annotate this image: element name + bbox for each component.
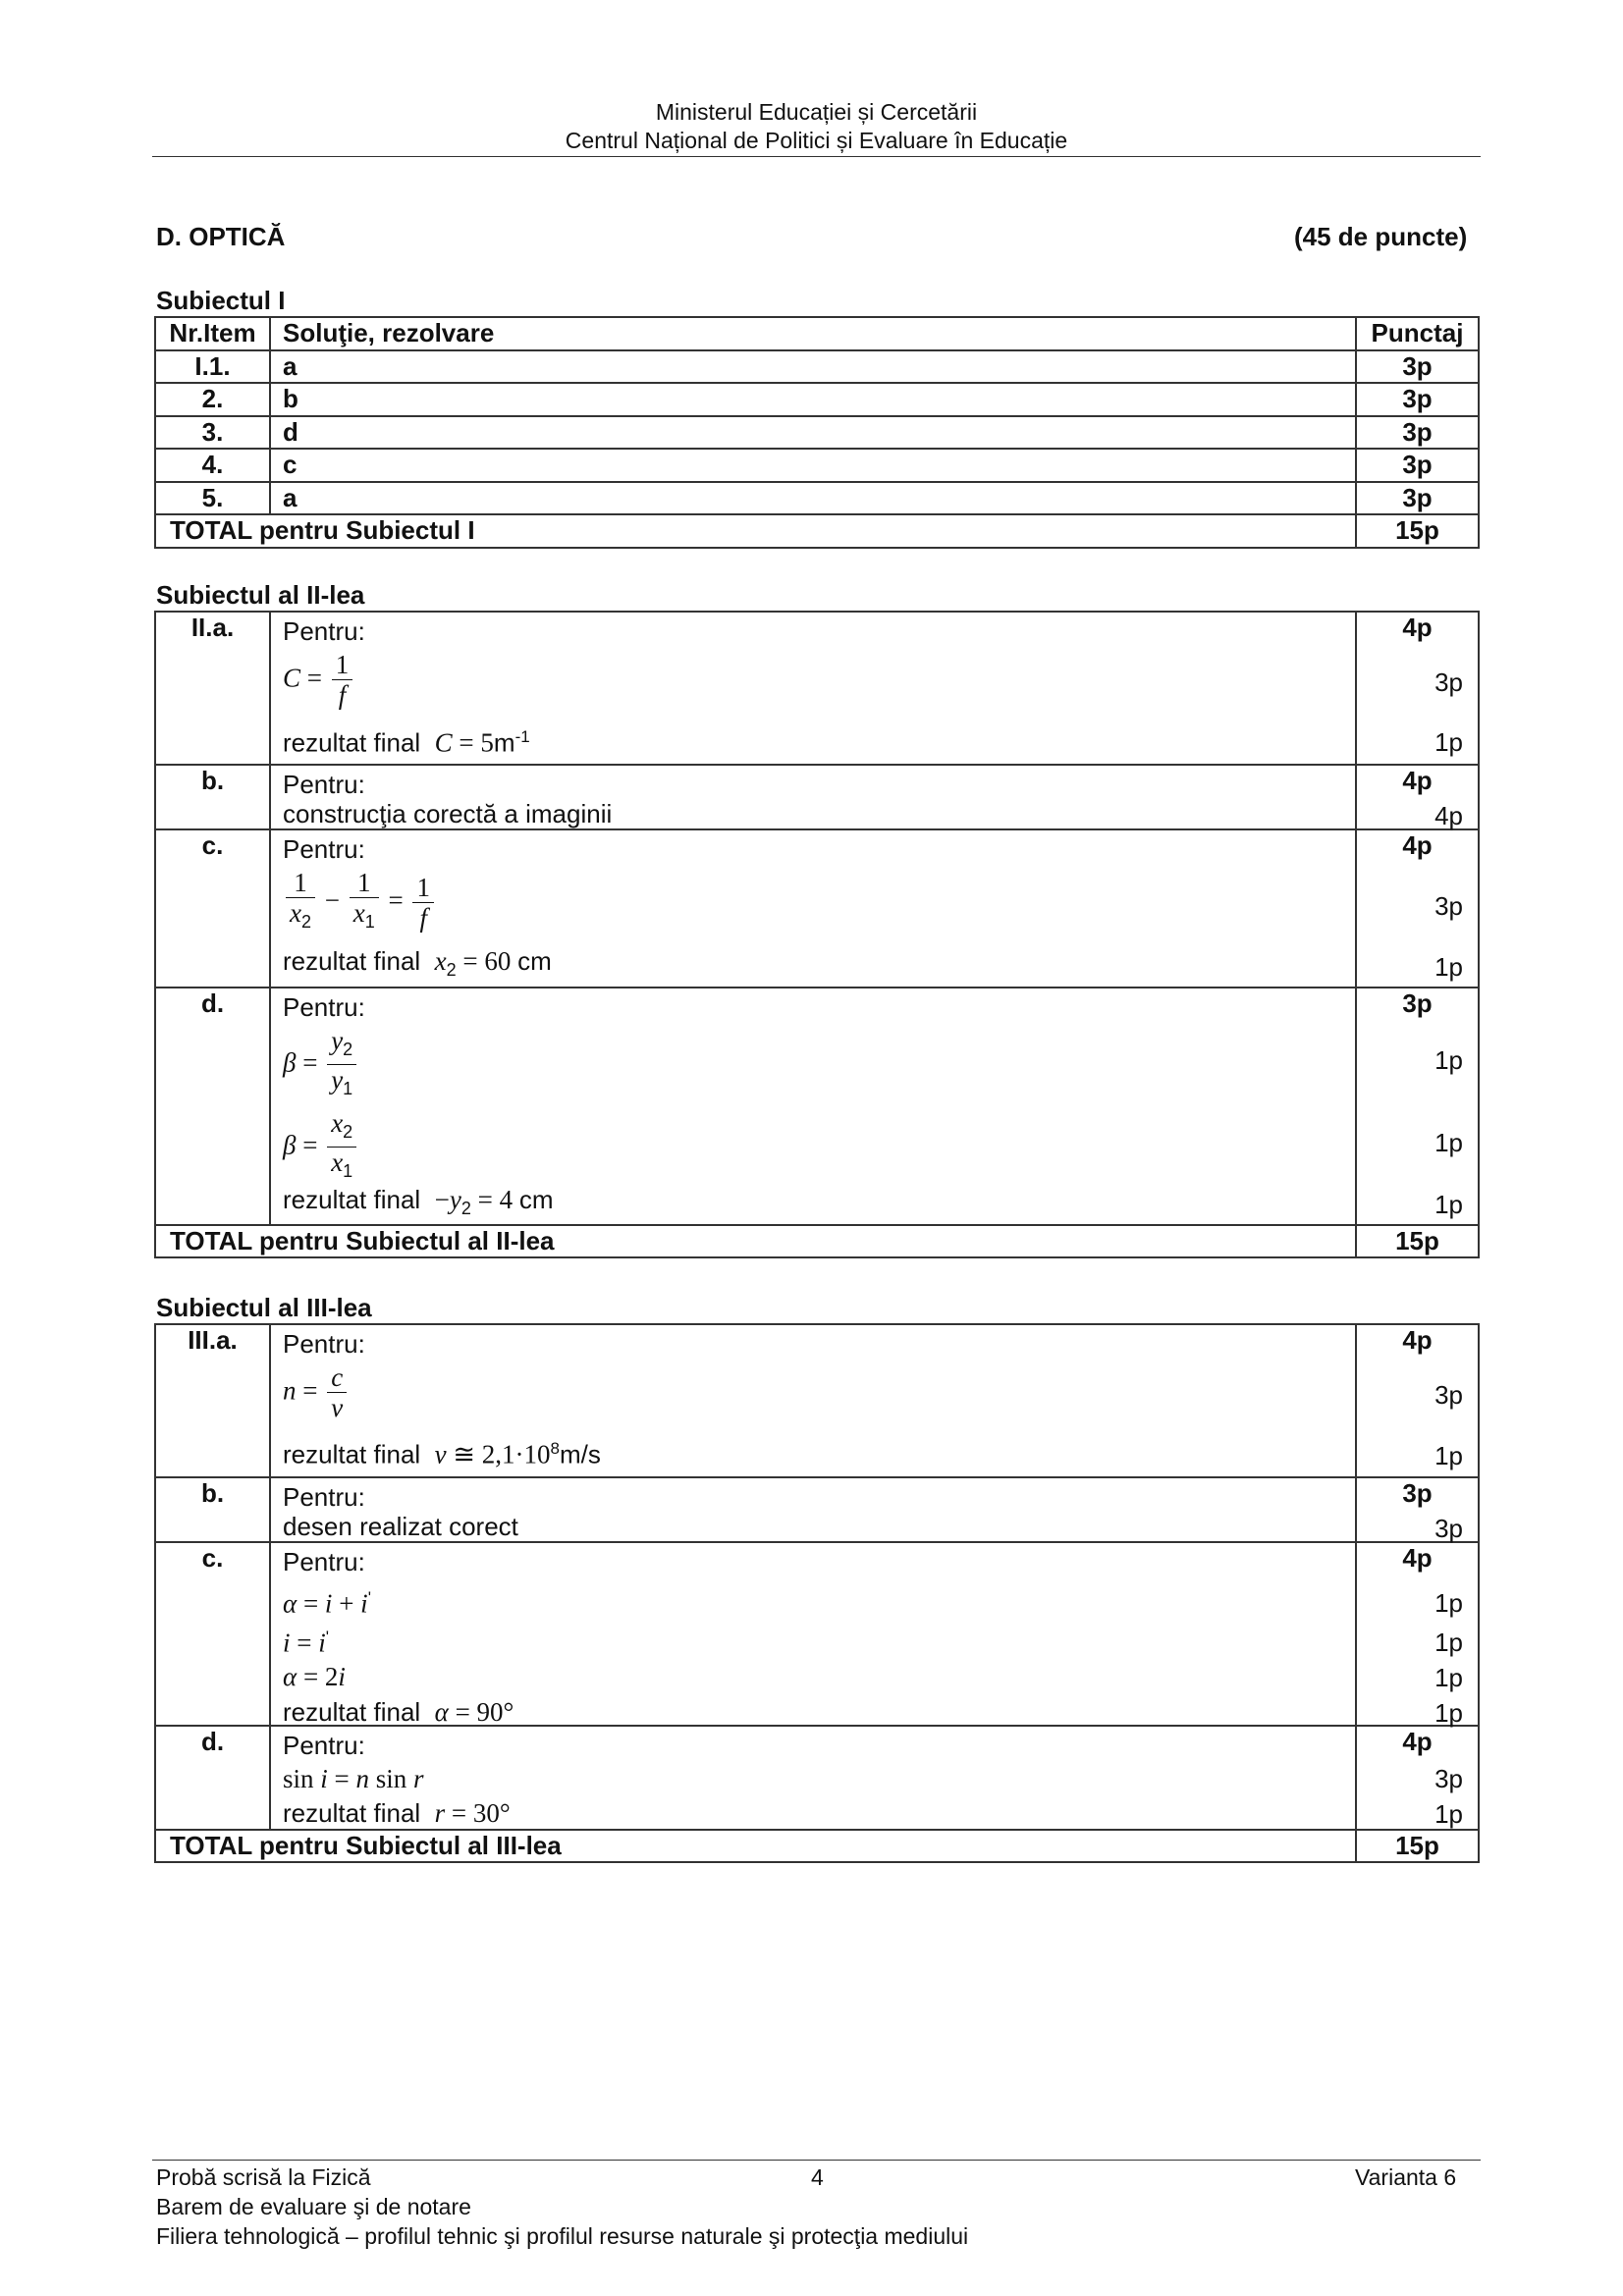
line-points: 1p xyxy=(1434,1663,1463,1692)
table-row xyxy=(155,482,1479,515)
line-points: 3p xyxy=(1434,1764,1463,1793)
result-line: rezultat final α = 90° xyxy=(283,1697,514,1727)
formula-lens-equation: $\frac{1}{x_2}$ − $\frac{1}{x_1}$ = $\frac{1}{f}$ xyxy=(283,868,437,936)
line-points: 1p xyxy=(1434,727,1463,757)
item-number: b. xyxy=(155,765,270,829)
footer-filiera: Filiera tehnologică – profilul tehnic şi profilul resurse naturale şi protecţia mediului xyxy=(156,2223,969,2249)
subiect2-title: Subiectul al II-lea xyxy=(156,580,365,610)
points: 4p xyxy=(1356,765,1479,829)
subiect2-table xyxy=(154,611,1480,1258)
line-points: 1p xyxy=(1434,1628,1463,1657)
item-number: III.a. xyxy=(155,1324,270,1477)
footer-barem: Barem de evaluare şi de notare xyxy=(156,2194,471,2219)
points: 3p xyxy=(1356,449,1479,482)
subiect3-title: Subiectul al III-lea xyxy=(156,1293,372,1322)
points: 3p xyxy=(1356,482,1479,515)
item-row-d xyxy=(155,1726,1479,1830)
answer: b xyxy=(270,383,1356,416)
total-label: TOTAL pentru Subiectul al II-lea xyxy=(155,1225,1356,1257)
header-center: Centrul Național de Politici și Evaluare în Educație xyxy=(565,128,1068,153)
footer-left xyxy=(156,2163,968,2251)
item-number: b. xyxy=(155,1477,270,1542)
result-line: rezultat final v ≅ $2,1\cdot 10^8m/s$ xyxy=(283,1439,601,1469)
item-number: 2. xyxy=(155,383,270,416)
item-number: c. xyxy=(155,829,270,988)
col-header-points: Punctaj xyxy=(1356,317,1479,350)
header-divider xyxy=(152,156,1481,157)
footer-variant: Varianta 6 xyxy=(1355,2164,1457,2190)
answer: c xyxy=(270,449,1356,482)
section-title: D. OPTICĂ xyxy=(156,222,286,251)
formula-alpha-2i: α = 2i xyxy=(283,1662,346,1691)
total-points: 15p xyxy=(1356,1225,1479,1257)
col-header-item: Nr.Item xyxy=(155,317,270,350)
line-points: 1p xyxy=(1434,1441,1463,1470)
total-points: 15p xyxy=(1356,514,1479,548)
item-number: c. xyxy=(155,1542,270,1726)
formula-beta-x: β = $\frac{x_2}{x_1}$ xyxy=(283,1108,359,1186)
footer-exam: Probă scrisă la Fizică xyxy=(156,2164,371,2190)
answer: d xyxy=(270,416,1356,450)
total-points: 15p xyxy=(1356,1830,1479,1862)
points: 4p xyxy=(1356,1542,1479,1726)
subiect1-table xyxy=(154,316,1480,549)
section-points: (45 de puncte) xyxy=(1294,222,1468,251)
pentru-label: Pentru: xyxy=(283,1731,365,1760)
line-points: 1p xyxy=(1434,1799,1463,1829)
points: 4p xyxy=(1356,1324,1479,1477)
formula-alpha-sum: α = i + i' xyxy=(283,1588,371,1619)
result-line: rezultat final $x_2 = 60$ cm xyxy=(283,946,552,981)
points: 3p xyxy=(1356,988,1479,1225)
result-line: rezultat final $C = 5m^{-1}$ xyxy=(283,727,530,758)
line-points: 1p xyxy=(1434,1588,1463,1618)
item-number: 3. xyxy=(155,416,270,450)
item-row-a xyxy=(155,612,1479,765)
formula-n-equals-c-over-v: n = $\frac{c}{v}$ xyxy=(283,1362,350,1422)
solution-cell xyxy=(270,765,1463,830)
pentru-label: Pentru: xyxy=(283,834,365,864)
total-row xyxy=(155,514,1479,548)
item-number: d. xyxy=(155,988,270,1225)
table-row xyxy=(155,350,1479,384)
points: 4p xyxy=(1356,1726,1479,1830)
line-points: 3p xyxy=(1434,891,1463,921)
pentru-label: Pentru: xyxy=(283,616,365,646)
item-number: II.a. xyxy=(155,612,270,765)
pentru-label: Pentru: xyxy=(283,992,365,1022)
answer: a xyxy=(270,482,1356,515)
line-points: 1p xyxy=(1434,1128,1463,1157)
document-header xyxy=(152,98,1481,155)
subiect3-table xyxy=(154,1323,1480,1863)
item-row-c xyxy=(155,829,1479,988)
pentru-label: Pentru: xyxy=(283,1482,365,1512)
item-row-a xyxy=(155,1324,1479,1477)
result-line: rezultat final $-y_2 = 4$ cm xyxy=(283,1185,554,1219)
line-points: 3p xyxy=(1434,1514,1463,1543)
total-label: TOTAL pentru Subiectul al III-lea xyxy=(155,1830,1356,1862)
solution-text: construcţia corectă a imaginii xyxy=(283,799,613,828)
points: 4p xyxy=(1356,829,1479,988)
result-line: rezultat final r = 30° xyxy=(283,1798,511,1828)
item-number: I.1. xyxy=(155,350,270,384)
answer: a xyxy=(270,350,1356,384)
total-label: TOTAL pentru Subiectul I xyxy=(155,514,1356,548)
item-row-b xyxy=(155,1477,1479,1542)
footer-page-number: 4 xyxy=(811,2164,824,2190)
pentru-label: Pentru: xyxy=(283,770,365,799)
item-number: 4. xyxy=(155,449,270,482)
line-points: 3p xyxy=(1434,1380,1463,1410)
line-points: 1p xyxy=(1434,1698,1463,1728)
points: 3p xyxy=(1356,383,1479,416)
table-row xyxy=(155,449,1479,482)
item-row-c xyxy=(155,1542,1479,1726)
formula-snell-law: sin i = n sin r xyxy=(283,1764,424,1793)
formula-beta-y: β = $\frac{y_2}{y_1}$ xyxy=(283,1026,359,1103)
line-points: 1p xyxy=(1434,1190,1463,1219)
table-row xyxy=(155,383,1479,416)
item-number: d. xyxy=(155,1726,270,1830)
col-header-solution: Soluţie, rezolvare xyxy=(270,317,1356,350)
item-number: 5. xyxy=(155,482,270,515)
header-ministry: Ministerul Educației și Cercetării xyxy=(655,99,978,125)
pentru-label: Pentru: xyxy=(283,1547,365,1576)
pentru-label: Pentru: xyxy=(283,1329,365,1359)
total-row xyxy=(155,1830,1479,1862)
footer-divider xyxy=(152,2160,1481,2161)
line-points: 4p xyxy=(1434,801,1463,830)
formula-reflection-law: i = i' xyxy=(283,1628,330,1658)
line-points: 1p xyxy=(1434,1045,1463,1075)
table-row xyxy=(155,416,1479,450)
subiect1-title: Subiectul I xyxy=(156,286,286,315)
total-row xyxy=(155,1225,1479,1257)
points: 3p xyxy=(1356,1477,1479,1542)
points: 3p xyxy=(1356,416,1479,450)
solution-cell xyxy=(270,1477,1463,1543)
item-row-d xyxy=(155,988,1479,1225)
formula-c-equals-1-over-f: C = $\frac{1}{f}$ xyxy=(283,650,355,710)
line-points: 1p xyxy=(1434,952,1463,982)
line-points: 3p xyxy=(1434,667,1463,697)
table-header-row xyxy=(155,317,1479,350)
item-row-b xyxy=(155,765,1479,829)
solution-text: desen realizat corect xyxy=(283,1512,518,1541)
points: 4p xyxy=(1356,612,1479,765)
points: 3p xyxy=(1356,350,1479,384)
